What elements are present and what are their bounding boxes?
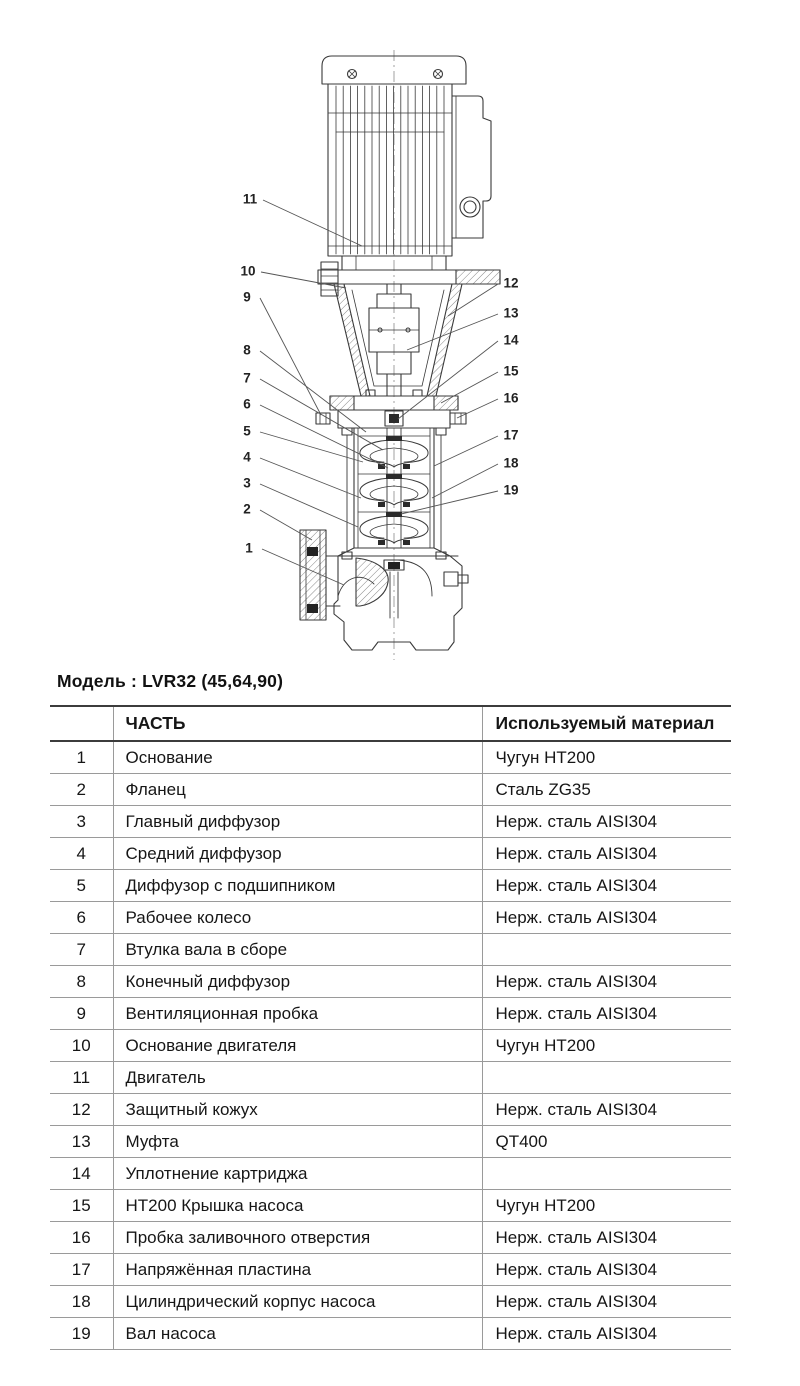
table-row	[50, 966, 731, 998]
callout-leader-15	[441, 372, 498, 403]
callout-number-1: 1	[245, 540, 253, 556]
callout-number-7: 7	[243, 370, 251, 386]
table-row	[50, 998, 731, 1030]
cell-no: 19	[50, 1318, 113, 1350]
callout-number-4: 4	[243, 449, 251, 465]
cell-material: QT400	[482, 1126, 731, 1158]
callout-number-16: 16	[503, 390, 519, 406]
cell-no: 15	[50, 1190, 113, 1222]
cell-no: 13	[50, 1126, 113, 1158]
table-row	[50, 1190, 731, 1222]
cell-no: 17	[50, 1254, 113, 1286]
cell-material	[482, 934, 731, 966]
cell-part: Вентиляционная пробка	[113, 998, 482, 1030]
cell-material: Нерж. сталь AISI304	[482, 1222, 731, 1254]
callout-number-19: 19	[503, 482, 519, 498]
cell-part: Рабочее колесо	[113, 902, 482, 934]
cell-no: 5	[50, 870, 113, 902]
table-row	[50, 741, 731, 774]
cell-part: HT200 Крышка насоса	[113, 1190, 482, 1222]
cell-part: Цилиндрический корпус насоса	[113, 1286, 482, 1318]
callout-leader-4	[260, 458, 361, 498]
cell-no: 1	[50, 741, 113, 774]
cell-material: Чугун HT200	[482, 1030, 731, 1062]
table-row	[50, 1030, 731, 1062]
callout-number-2: 2	[243, 501, 251, 517]
cell-material: Нерж. сталь AISI304	[482, 1094, 731, 1126]
table-row	[50, 838, 731, 870]
table-row	[50, 1062, 731, 1094]
drain-plug	[444, 572, 468, 586]
pump-diagram	[0, 0, 800, 668]
cell-part: Уплотнение картриджа	[113, 1158, 482, 1190]
callout-leader-17	[434, 436, 498, 466]
cell-part: Конечный диффузор	[113, 966, 482, 998]
header-material: Используемый материал	[482, 706, 731, 741]
cell-part: Основание	[113, 741, 482, 774]
cell-part: Фланец	[113, 774, 482, 806]
cell-no: 12	[50, 1094, 113, 1126]
callout-leader-3	[260, 484, 358, 527]
cell-no: 11	[50, 1062, 113, 1094]
cell-part: Основание двигателя	[113, 1030, 482, 1062]
cell-no: 8	[50, 966, 113, 998]
callout-number-6: 6	[243, 396, 251, 412]
model-title: Модель : LVR32 (45,64,90)	[57, 671, 284, 691]
callout-leader-8	[260, 351, 366, 432]
callout-leader-10	[261, 272, 346, 288]
table-row	[50, 1222, 731, 1254]
callout-leader-11	[263, 200, 362, 246]
callout-leader-16	[457, 399, 498, 418]
table-row	[50, 1158, 731, 1190]
cell-material: Нерж. сталь AISI304	[482, 1318, 731, 1350]
callout-number-5: 5	[243, 423, 251, 439]
callout-leader-19	[401, 491, 498, 514]
cell-material: Нерж. сталь AISI304	[482, 966, 731, 998]
callout-number-8: 8	[243, 342, 251, 358]
callout-number-15: 15	[503, 363, 519, 379]
cell-material: Нерж. сталь AISI304	[482, 838, 731, 870]
table-row	[50, 1286, 731, 1318]
cell-material	[482, 1158, 731, 1190]
cell-part: Муфта	[113, 1126, 482, 1158]
cell-no: 16	[50, 1222, 113, 1254]
cell-no: 2	[50, 774, 113, 806]
cell-no: 6	[50, 902, 113, 934]
header-part: ЧАСТЬ	[113, 706, 482, 741]
cell-part: Пробка заливочного отверстия	[113, 1222, 482, 1254]
table-row	[50, 1126, 731, 1158]
cell-material: Нерж. сталь AISI304	[482, 998, 731, 1030]
pump-base	[334, 548, 468, 650]
table-row	[50, 870, 731, 902]
callout-number-14: 14	[503, 332, 519, 348]
table-header-row	[50, 706, 731, 741]
header-no	[50, 706, 113, 741]
callout-leader-9	[260, 298, 321, 415]
parts-table-body	[50, 741, 731, 1350]
table-row	[50, 774, 731, 806]
callout-number-13: 13	[503, 305, 519, 321]
parts-table	[50, 705, 731, 1350]
cell-no: 9	[50, 998, 113, 1030]
cell-no: 3	[50, 806, 113, 838]
table-row	[50, 902, 731, 934]
cell-no: 14	[50, 1158, 113, 1190]
table-row	[50, 1094, 731, 1126]
cell-material: Сталь ZG35	[482, 774, 731, 806]
cell-part: Двигатель	[113, 1062, 482, 1094]
callout-number-11: 11	[242, 191, 258, 207]
cell-material: Нерж. сталь AISI304	[482, 870, 731, 902]
cell-part: Защитный кожух	[113, 1094, 482, 1126]
junction-box	[452, 96, 491, 238]
cell-no: 10	[50, 1030, 113, 1062]
cell-no: 7	[50, 934, 113, 966]
callout-number-18: 18	[503, 455, 519, 471]
cell-part: Главный диффузор	[113, 806, 482, 838]
table-row	[50, 1254, 731, 1286]
pump-head	[316, 390, 466, 428]
callout-leader-5	[260, 432, 363, 462]
cell-part: Вал насоса	[113, 1318, 482, 1350]
cell-material: Нерж. сталь AISI304	[482, 806, 731, 838]
callout-number-3: 3	[243, 475, 251, 491]
cell-material	[482, 1062, 731, 1094]
cell-part: Втулка вала в сборе	[113, 934, 482, 966]
cell-material: Чугун HT200	[482, 1190, 731, 1222]
table-row	[50, 806, 731, 838]
motor-lantern	[334, 284, 462, 396]
cell-material: Нерж. сталь AISI304	[482, 1254, 731, 1286]
cell-material: Нерж. сталь AISI304	[482, 902, 731, 934]
callout-number-17: 17	[503, 427, 519, 443]
cell-part: Напряжённая пластина	[113, 1254, 482, 1286]
table-row	[50, 1318, 731, 1350]
callout-leader-6	[260, 405, 388, 468]
callout-number-10: 10	[240, 263, 256, 279]
cell-no: 4	[50, 838, 113, 870]
callout-leader-2	[260, 510, 312, 540]
cell-part: Диффузор с подшипником	[113, 870, 482, 902]
callout-number-9: 9	[243, 289, 251, 305]
table-row	[50, 934, 731, 966]
cell-material: Чугун HT200	[482, 741, 731, 774]
cell-material: Нерж. сталь AISI304	[482, 1286, 731, 1318]
cell-part: Средний диффузор	[113, 838, 482, 870]
callout-number-12: 12	[503, 275, 519, 291]
cell-no: 18	[50, 1286, 113, 1318]
